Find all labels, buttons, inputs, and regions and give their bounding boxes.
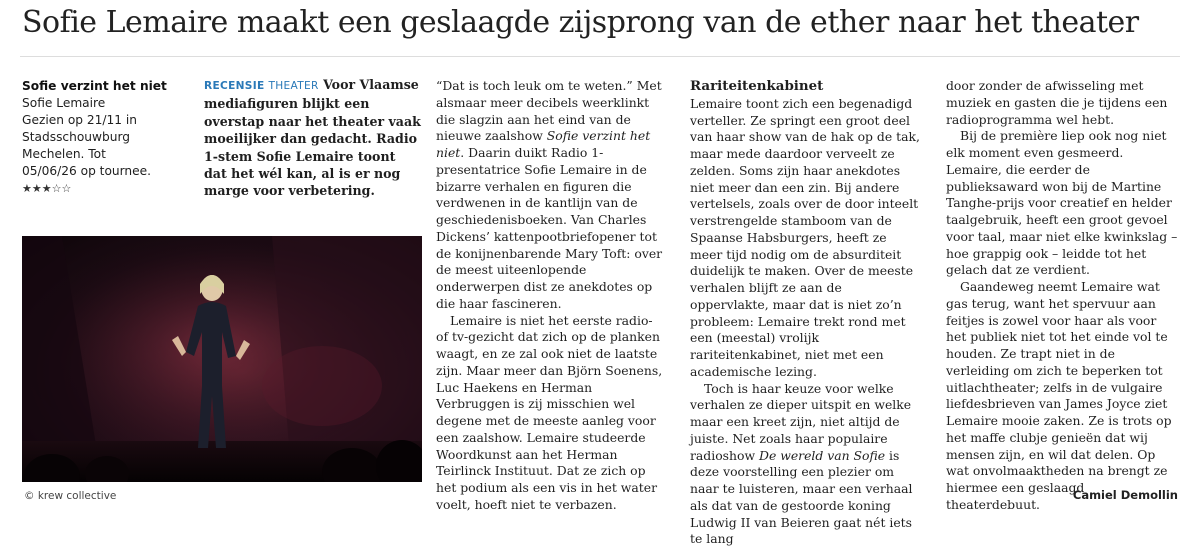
article-headline: Sofie Lemaire maakt een geslaagde zijsprong van de ether naar het theater [22, 4, 1192, 42]
paragraph: door zonder de afwisseling met muziek en gasten die je tijdens een radioprogramma wel hebt. [946, 78, 1180, 128]
review-infobox [22, 78, 190, 197]
paragraph [690, 381, 922, 548]
author-byline: Camiel Demollin [1073, 488, 1178, 502]
article-column-1 [436, 78, 664, 514]
kicker-section: THEATER [268, 80, 318, 92]
performer-photo [22, 236, 422, 482]
radio-show-italic: De wereld van Sofie [759, 448, 885, 463]
intro-text: Voor Vlaamse mediafiguren blijkt een overstap naar het theater vaak moeilijker dan gedacht. Radio 1-stem Sofie Lemaire toont dat het wél kan, al is er nog marge voor verbetering. [204, 77, 421, 198]
show-title: Sofie verzint het niet [22, 78, 190, 95]
show-title-italic: Sofie verzint het niet [436, 128, 650, 160]
star-rating: ★★★☆☆ [22, 180, 190, 197]
article-column-2 [690, 78, 922, 548]
info-line: Mechelen. Tot [22, 146, 190, 163]
stage-photo-illustration [22, 236, 422, 482]
article-intro [204, 76, 422, 200]
paragraph: Lemaire is niet het eerste radio- of tv-gezicht dat zich op de planken waagt, en ze zal ook niet de laatste zijn. Maar meer dan Björn Soenens, Luc Haekens en Herman Verbruggen is zij misschien wel degene met de meeste aanleg voor een zaalshow. Lemaire studeerde Woordkunst aan het Herman Teirlinck Instituut. Dat ze zich op het podium als een vis in het water voelt, hoeft niet te verbazen. [436, 313, 664, 514]
info-line: Sofie Lemaire [22, 95, 190, 112]
section-subhead: Rariteitenkabinet [690, 78, 922, 95]
section-kicker [204, 80, 319, 92]
kicker-label: RECENSIE [204, 80, 264, 92]
text-run: Toch is haar keuze voor welke verhalen ze dieper uitspit en welke maar een kreet zijn, niet altijd de juiste. Net zoals haar populaire radioshow [690, 381, 911, 463]
paragraph: Gaandeweg neemt Lemaire wat gas terug, want het spervuur aan feitjes is zowel voor haar als voor het publiek niet tot het einde vol te houden. Ze trapt niet in de verleiding om zich te beperken tot uitlachtheater; zelfs in de vulgaire liefdesbrieven van James Joyce ziet Lemaire mooie zaken. Ze is trots op het maffe clubje genieën dat wij mensen zijn, en wil dat delen. Op wat onvolmaaktheden na brengt ze hiermee een geslaagd theaterdebuut. [946, 279, 1180, 514]
paragraph [436, 78, 664, 313]
info-line: 05/06/26 op tournee. [22, 163, 190, 180]
paragraph: Bij de première liep ook nog niet elk moment even gesmeerd. Lemaire, die eerder de publieksaward won bij de Martine Tanghe-prijs voor creatief en helder taalgebruik, heeft een groot gevoel voor taal, maar niet elke kwinkslag – hoe grappig ook – leidde tot het gelach dat ze verdient. [946, 128, 1180, 279]
info-line: Gezien op 21/11 in [22, 112, 190, 129]
text-run: . Daarin duikt Radio 1-presentatrice Sofie Lemaire in de bizarre verhalen en figuren die verdwenen in de kantlijn van de geschiedenisboeken. Van Charles Dickens’ kattenpootbriefopener tot de konijnenbarende Mary Toft: over de meest uiteenlopende onderwerpen dist ze anekdotes op die haar fascineren. [436, 145, 662, 311]
text-run: “Dat is toch leuk om te weten.” Met alsmaar meer decibels weerklinkt die slagzin aan het eind van de nieuwe zaalshow [436, 78, 662, 143]
info-line: Stadsschouwburg [22, 129, 190, 146]
article-column-3 [946, 78, 1180, 514]
text-run: is deze voorstelling een plezier om naar te luisteren, maar een verhaal als dat van de gestoorde koning Ludwig II van Beieren gaat nét iets te lang [690, 448, 913, 547]
paragraph: Lemaire toont zich een begenadigd verteller. Ze springt een groot deel van haar show van de hak op de tak, maar mede daardoor verveelt ze zelden. Soms zijn haar anekdotes niet meer dan een zin. Bij andere vertelsels, zoals over de door inteelt verstrengelde stamboom van de Spaanse Habsburgers, heeft ze meer tijd nodig om de absurditeit duidelijk te maken. Over de meeste verhalen blijft ze aan de oppervlakte, maar dat is niet zo’n probleem: Lemaire trekt rond met een (meestal) vrolijk rariteitenkabinet, niet met een academische lezing. [690, 96, 922, 381]
headline-divider [20, 56, 1180, 57]
photo-credit: © krew collective [24, 490, 116, 502]
